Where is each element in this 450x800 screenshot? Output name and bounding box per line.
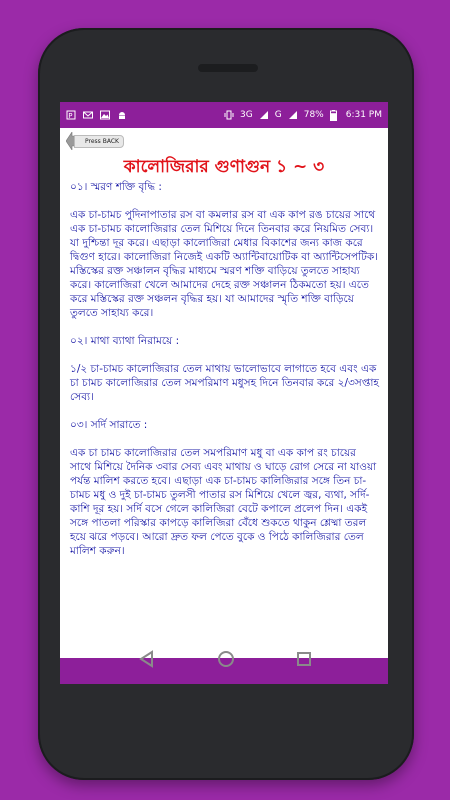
recents-nav-button[interactable] — [293, 648, 315, 670]
recents-square-icon — [293, 648, 315, 670]
android-icon — [117, 110, 127, 120]
page-title: কালোজিরার গুণাগুন ১ ~ ৩ — [123, 157, 325, 177]
network-type-secondary: G — [274, 110, 282, 120]
section-heading-headache: ০২। মাথা ব্যাথা নিরাময়ে : — [70, 335, 180, 347]
section-heading-cold: ০৩। সর্দি সারাতে : — [70, 419, 148, 431]
article-body — [70, 180, 380, 572]
hardware-nav — [38, 640, 414, 680]
back-nav-button[interactable] — [136, 648, 158, 670]
back-button-label: Press BACK — [74, 135, 124, 148]
home-circle-icon — [215, 648, 237, 670]
phone-speaker — [198, 64, 258, 72]
status-bar-notifications — [66, 110, 127, 120]
back-triangle-icon — [136, 648, 158, 670]
vibrate-icon — [224, 110, 234, 120]
app-screen — [60, 102, 388, 684]
mail-icon — [83, 110, 93, 120]
image-icon — [100, 110, 110, 120]
home-nav-button[interactable] — [215, 648, 237, 670]
status-bar-system — [224, 109, 382, 121]
signal-icon-secondary — [288, 110, 298, 120]
battery-icon — [330, 110, 340, 120]
article-view[interactable] — [60, 128, 388, 658]
section-heading-memory: ০১। স্মরণ শক্তি বৃদ্ধি : — [70, 181, 162, 193]
clock: 6:31 PM — [345, 110, 382, 120]
battery-percent: 78% — [303, 110, 324, 120]
network-type: 3G — [240, 110, 253, 120]
svg-text:P: P — [68, 112, 73, 120]
section-text-memory: এক চা-চামচ পুদিনাপাতার রস বা কমলার রস বা এক কাপ রঙ চায়ের সাথে এক চা-চামচ কালোজিরার তেল মিশিয়ে দিনে তিনবার করে নিয়মিত সেব্য। যা দুশ্চিন্তা দূর করে। এছাড়া কালোজিরা মেধার বিকাশের জন্য কাজ করে দ্বিগুণ হারে। কালোজিরা নিজেই একটি অ্যান্টিবায়োটিক বা অ্যান্টিসেপটিক। মস্তিস্কের রক্ত সঞ্চালন বৃদ্ধির মাধ্যমে স্মরণ শক্তি বাড়িয়ে তুলতে সাহায্য করে। কালোজিরা খেলে আমাদের দেহে রক্ত সঞ্চালন ঠিকমতো হয়। এতে করে মস্তিস্কের রক্ত সঞ্চলন বৃদ্ধির হয়। যা আমাদের স্মৃতি শক্তি বাড়িয়ে তুলতে সাহায্য করে। — [70, 209, 378, 319]
back-button[interactable] — [66, 132, 126, 150]
notification-icon — [66, 110, 76, 120]
section-text-headache: ১/২ চা-চামচ কালোজিরার তেল মাথায় ভালোভাবে লাগাতে হবে এবং এক চা চামচ কালোজিরার তেল সমপরিমাণ মধুসহ দিনে তিনবার করে ২/৩সপ্তাহ সেব্য। — [70, 363, 379, 403]
signal-icon — [259, 110, 269, 120]
status-bar — [60, 102, 388, 128]
section-text-cold: এক চা চামচ কালোজিরার তেল সমপরিমাণ মধু বা এক কাপ রং চায়ের সাথে মিশিয়ে দৈনিক ৩বার সেব্য এবং মাথায় ও ঘাড়ে রোগ সেরে না যাওয়া পর্যন্ত মালিশ করতে হবে। এছাড়া এক চা-চামচ কালিজিরার সঙ্গে তিন চা-চামচ মধু ও দুই চা-চামচ তুলসী পাতার রস মিশিয়ে খেলে জ্বর, ব্যথা, সর্দি-কাশি দূর হয়। সর্দি বসে গেলে কালিজিরা বেটে কপালে প্রলেপ দিন। একই সঙ্গে পাতলা পরিস্কার কাপড়ে কালিজিরা বেঁধে শুকতে থাকুন শ্লেষ্মা তরল হয়ে ঝরে পড়বে। আরো দ্রুত ফল পেতে বুকে ও পিঠে কালিজিরার তেল মালিশ করুন। — [70, 447, 377, 557]
